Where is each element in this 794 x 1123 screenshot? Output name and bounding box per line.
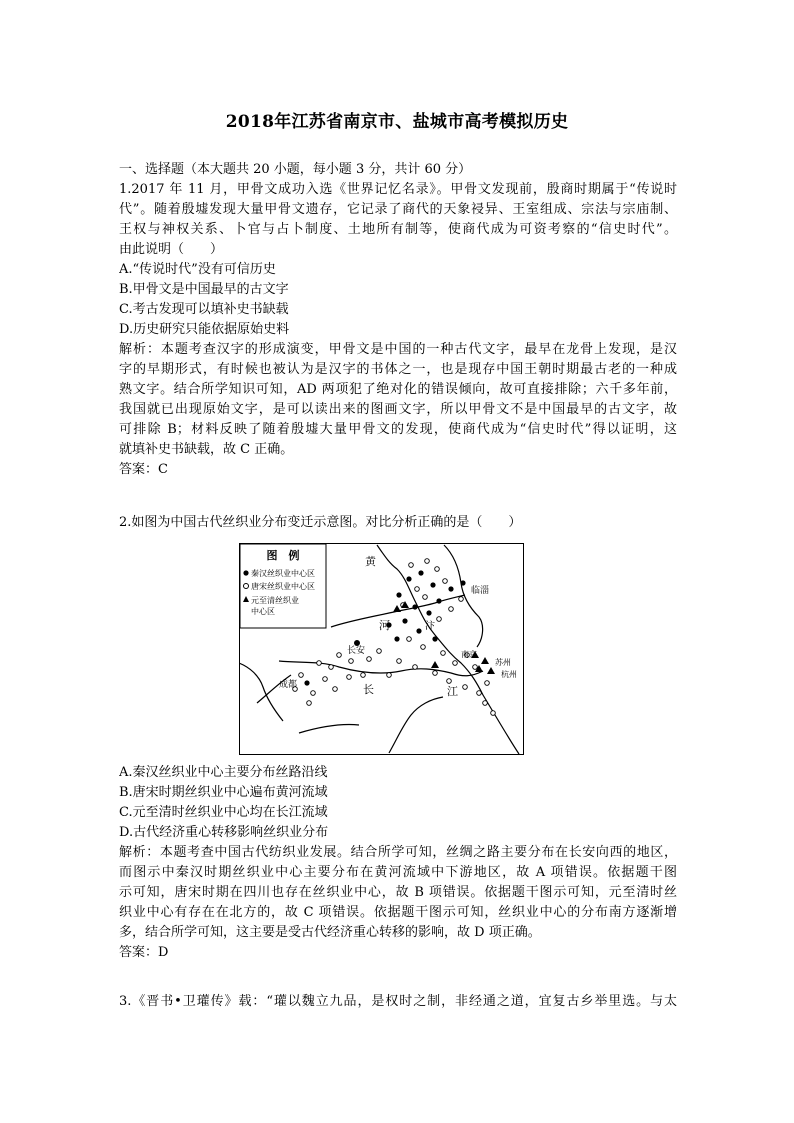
label-huang: 黄 <box>365 555 376 568</box>
silk-industry-map <box>239 543 524 755</box>
q2-analysis-line: 而图示中秦汉时期丝织业中心主要分布在黄河流域中下游地区，故 A 项错误。依据题干图 <box>119 865 677 880</box>
q2-option-d: D.古代经济重心转移影响丝织业分布 <box>119 825 329 840</box>
legend-item-qinhan: 秦汉丝织业中心区 <box>251 569 315 578</box>
q2-analysis-line: 示可知，唐宋时期在四川也存在丝织业中心，故 B 项错误。依据题干图示可知，元至清时丝 <box>119 885 677 900</box>
q1-stem-line: 代”。随着殷墟发现大量甲骨文遗存，它记录了商代的天象祲异、王室组成、宗法与宗庙制、 <box>119 202 677 217</box>
q2-stem-line: 2.如图为中国古代丝织业分布变迁示意图。对比分析正确的是（ ） <box>119 515 522 530</box>
label-suzhou: 苏州 <box>495 658 511 667</box>
q2-option-c: C.元至清时丝织业中心均在长江流域 <box>119 805 328 820</box>
q3-stem-line: 3.《晋书•卫瓘传》载：“瓘以魏立九品，是权时之制，非经通之道，宜复古乡举里选。与太 <box>119 994 677 1009</box>
label-chang: 长 <box>363 683 374 696</box>
question-2-block <box>119 763 677 963</box>
legend-item-tangsong: 唐宋丝织业中心区 <box>251 582 315 591</box>
q2-analysis-line: 织业中心有存在在北方的，故 C 项错误。依据题干图示可知，丝织业中心的分布南方逐渐增 <box>119 905 677 920</box>
map-legend <box>240 544 326 628</box>
q1-option-c: C.考古发现可以填补史书缺载 <box>119 302 289 317</box>
legend-item-yuanqing: 元至清丝织业 <box>251 596 299 605</box>
q1-stem-line: 1.2017 年 11 月，甲骨文成功入选《世界记忆名录》。甲骨文发现前，殷商时期属于“传说时 <box>119 182 677 197</box>
question-3-stem <box>119 992 677 1012</box>
label-linzi: 临淄 <box>471 586 490 596</box>
q1-analysis-line: 字的早期形式，有时候也被认为是汉字的书体之一，也是现存中国王朝时期最古老的一种成 <box>119 362 677 377</box>
q2-answer: 答案：D <box>119 945 169 960</box>
legend-title: 图 例 <box>266 549 300 562</box>
q1-analysis-line: 解析：本题考查汉字的形成演变，甲骨文是中国的一种古代文字，最早在龙骨上发现，是汉 <box>119 342 677 357</box>
label-changan: 长安 <box>347 646 366 656</box>
q1-analysis-line: 熟文字。结合所学知识可知，AD 两项犯了绝对化的错误倾向，故可直接排除；六千多年前， <box>119 382 677 397</box>
hollow-dot-icon <box>244 584 249 589</box>
label-hangzhou: 杭州 <box>501 670 517 679</box>
label-kaifeng: 汴 <box>425 621 435 632</box>
q1-option-d: D.历史研究只能依据原始史料 <box>119 322 290 337</box>
q2-analysis-line: 多，结合所学可知，这主要是受古代经济重心转移的影响，故 D 项正确。 <box>119 925 541 940</box>
q2-analysis-line: 解析：本题考查中国古代纺织业发展。结合所学可知，丝绸之路主要分布在长安向西的地区， <box>119 845 677 860</box>
label-jiang: 江 <box>447 685 458 698</box>
label-he: 河 <box>379 619 390 632</box>
q1-answer: 答案：C <box>119 462 168 477</box>
q2-option-b: B.唐宋时期丝织业中心遍布黄河流域 <box>119 785 328 800</box>
q1-analysis-line: 就填补史书缺载，故 C 正确。 <box>119 442 294 457</box>
q1-option-a: A.“传说时代”没有可信历史 <box>119 262 276 277</box>
filled-dot-icon <box>243 570 248 575</box>
label-nanjing: 南京 <box>461 650 477 659</box>
document-title: 2018年江苏省南京市、盐城市高考模拟历史 <box>225 112 569 132</box>
q1-stem-line: 王权与神权关系、卜官与占卜制度、土地所有制等，使商代成为可资考察的“信史时代”。 <box>119 222 677 237</box>
legend-item-yuanqing-2: 中心区 <box>251 607 275 616</box>
question-1-block <box>119 160 677 480</box>
label-chengdu: 成都 <box>279 680 298 690</box>
q1-stem-line: 由此说明（ ） <box>119 242 224 257</box>
q1-analysis-line: 可排除 B；材料反映了随着殷墟大量甲骨文的发现，使商代成为“信史时代”得以证明，这 <box>119 422 677 437</box>
question-2-stem <box>119 513 677 533</box>
section-header: 一、选择题（本大题共 20 小题，每小题 3 分，共计 60 分） <box>119 162 472 177</box>
q1-option-b: B.甲骨文是中国最早的古文字 <box>119 282 289 297</box>
q2-option-a: A.秦汉丝织业中心主要分布丝路沿线 <box>119 765 328 780</box>
q1-analysis-line: 我国就已出现原始文字，是可以读出来的图画文字，所以甲骨文不是中国最早的古文字，故 <box>119 402 677 417</box>
